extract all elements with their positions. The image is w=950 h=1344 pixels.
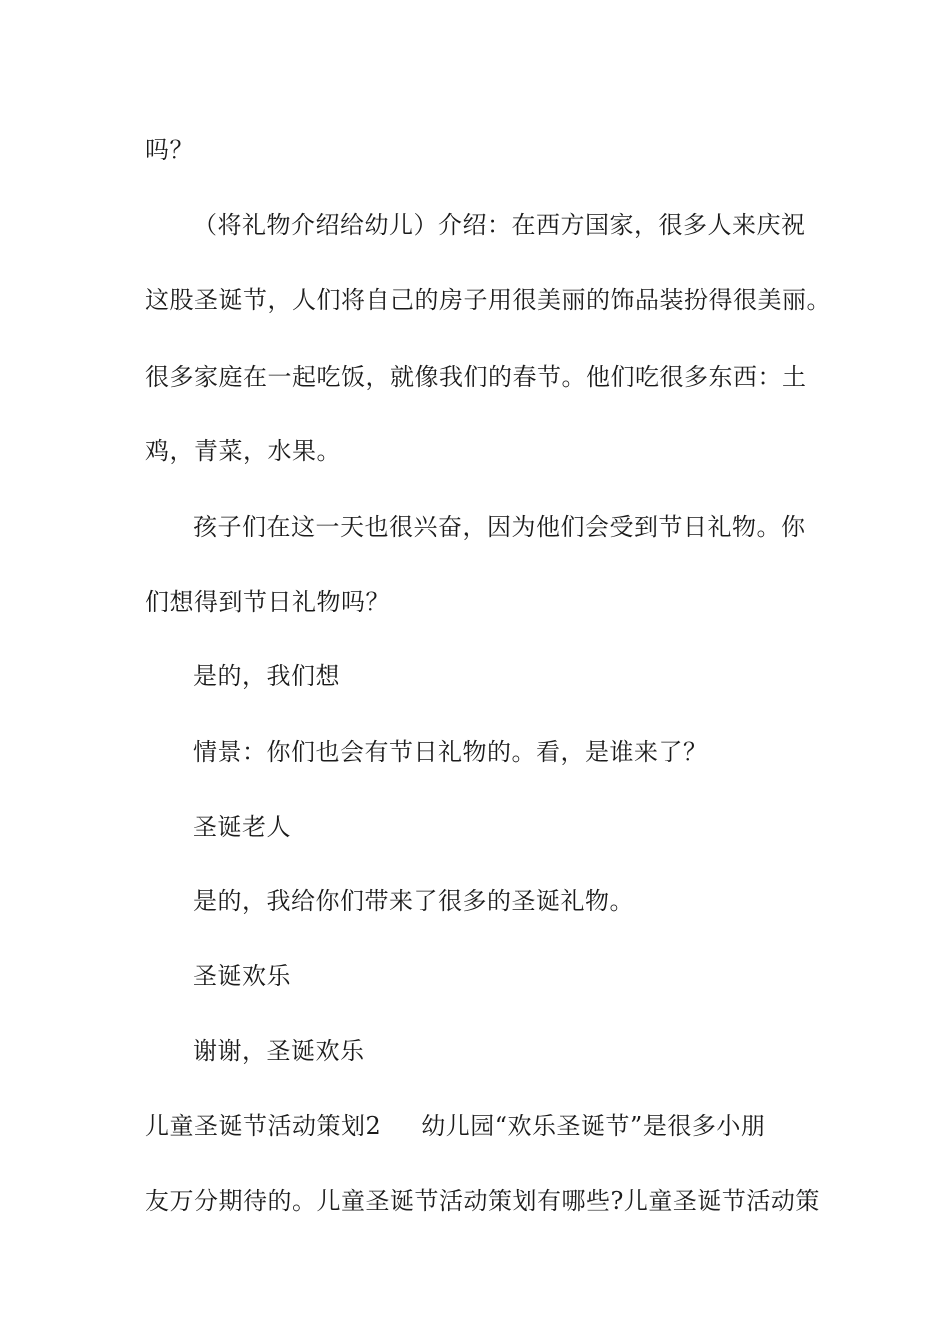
paragraph-line: 友万分期待的。儿童圣诞节活动策划有哪些?儿童圣诞节活动策 [145, 1187, 820, 1215]
paragraph-line: 吗？ [145, 136, 194, 164]
paragraph-line: 孩子们在这一天也很兴奋，因为他们会受到节日礼物。你 [193, 513, 806, 541]
section-heading-continuation: 幼儿园“欢乐圣诞节”是很多小朋 [421, 1112, 766, 1140]
paragraph-line: 是的，我们想 [193, 662, 340, 690]
paragraph-line: （将礼物介绍给幼儿）介绍：在西方国家，很多人来庆祝 [193, 211, 806, 239]
section-heading-line [145, 1111, 825, 1141]
paragraph-line: 情景：你们也会有节日礼物的。看，是谁来了？ [193, 738, 708, 766]
paragraph-line: 是的，我给你们带来了很多的圣诞礼物。 [193, 887, 634, 915]
paragraph-line: 圣诞老人 [193, 813, 291, 841]
paragraph-line: 这股圣诞节，人们将自己的房子用很美丽的饰品装扮得很美丽。 [145, 286, 831, 314]
paragraph-line: 鸡，青菜，水果。 [145, 437, 341, 465]
paragraph-line: 很多家庭在一起吃饭，就像我们的春节。他们吃很多东西：土 [145, 363, 807, 391]
paragraph-line: 们想得到节日礼物吗？ [145, 588, 390, 616]
paragraph-line: 圣诞欢乐 [193, 962, 291, 990]
paragraph-line: 谢谢，圣诞欢乐 [193, 1037, 365, 1065]
section-heading: 儿童圣诞节活动策划2 [145, 1112, 382, 1140]
